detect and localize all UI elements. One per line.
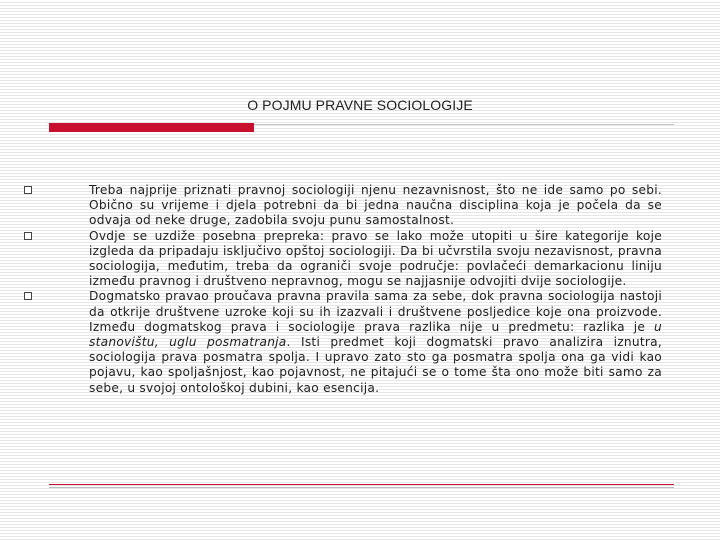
list-item	[89, 229, 662, 290]
hollow-square-bullet-icon	[24, 186, 32, 194]
bottom-accent-line	[49, 484, 674, 485]
paragraph-text: Ovdje se uzdiže posebna prepreka: pravo se lako može utopiti u šire kategorije koje izgleda da pripadaju isključivo opštoj sociologiji. Da bi učvrstila svoju nezavisnost, pravna sociologija, međutim, treba da ograniči svoje područje: povlačeći demarkacionu liniju između pravnog i društveno nepravnog, mogu se najjasnije odvojiti dvije sociologije.	[89, 228, 662, 289]
hollow-square-bullet-icon	[24, 292, 32, 300]
paragraph-text-end: . Isti predmet koji dogmatski pravo analizira iznutra, sociologija prava posmatra spolja. I upravo zato sto ga posmatra spolja ona ga vidi kao pojavu, kao spoljašnjost, kao pojavnost, ne pitajući se o tome šta ono može biti samo za sebe, u svojoj ontološkoj dubini, kao esencija.	[89, 335, 662, 395]
bottom-divider-line	[49, 487, 674, 488]
paragraph-text-start: Dogmatsko pravao proučava pravna pravila sama za sebe, dok pravna sociologija nastoji da otkrije društvene uzroke koji su ih izazvali i društvene posljedice koje ona proizvode. Između dogmatskog prava i sociologije prava razlika nije u predmetu: razlika je	[89, 289, 662, 334]
hollow-square-bullet-icon	[24, 232, 32, 240]
paragraph-text: Treba najprije priznati pravnoj sociologiji njenu nezavnisnost, što ne ide samo po sebi. Obično su vrijeme i djela potrebni da bi jedna naučna disciplina koja je počela da se odvaja od neke druge, zadobila svoju punu samostalnost.	[89, 183, 662, 228]
top-accent-bar	[49, 123, 254, 132]
list-item	[89, 289, 662, 395]
paragraph-emphasis: u stanovištu, uglu posmatranja	[89, 319, 662, 350]
slide-title: O POJMU PRAVNE SOCIOLOGIJE	[247, 97, 473, 113]
list-item	[89, 183, 662, 229]
bullet-list	[89, 183, 662, 396]
